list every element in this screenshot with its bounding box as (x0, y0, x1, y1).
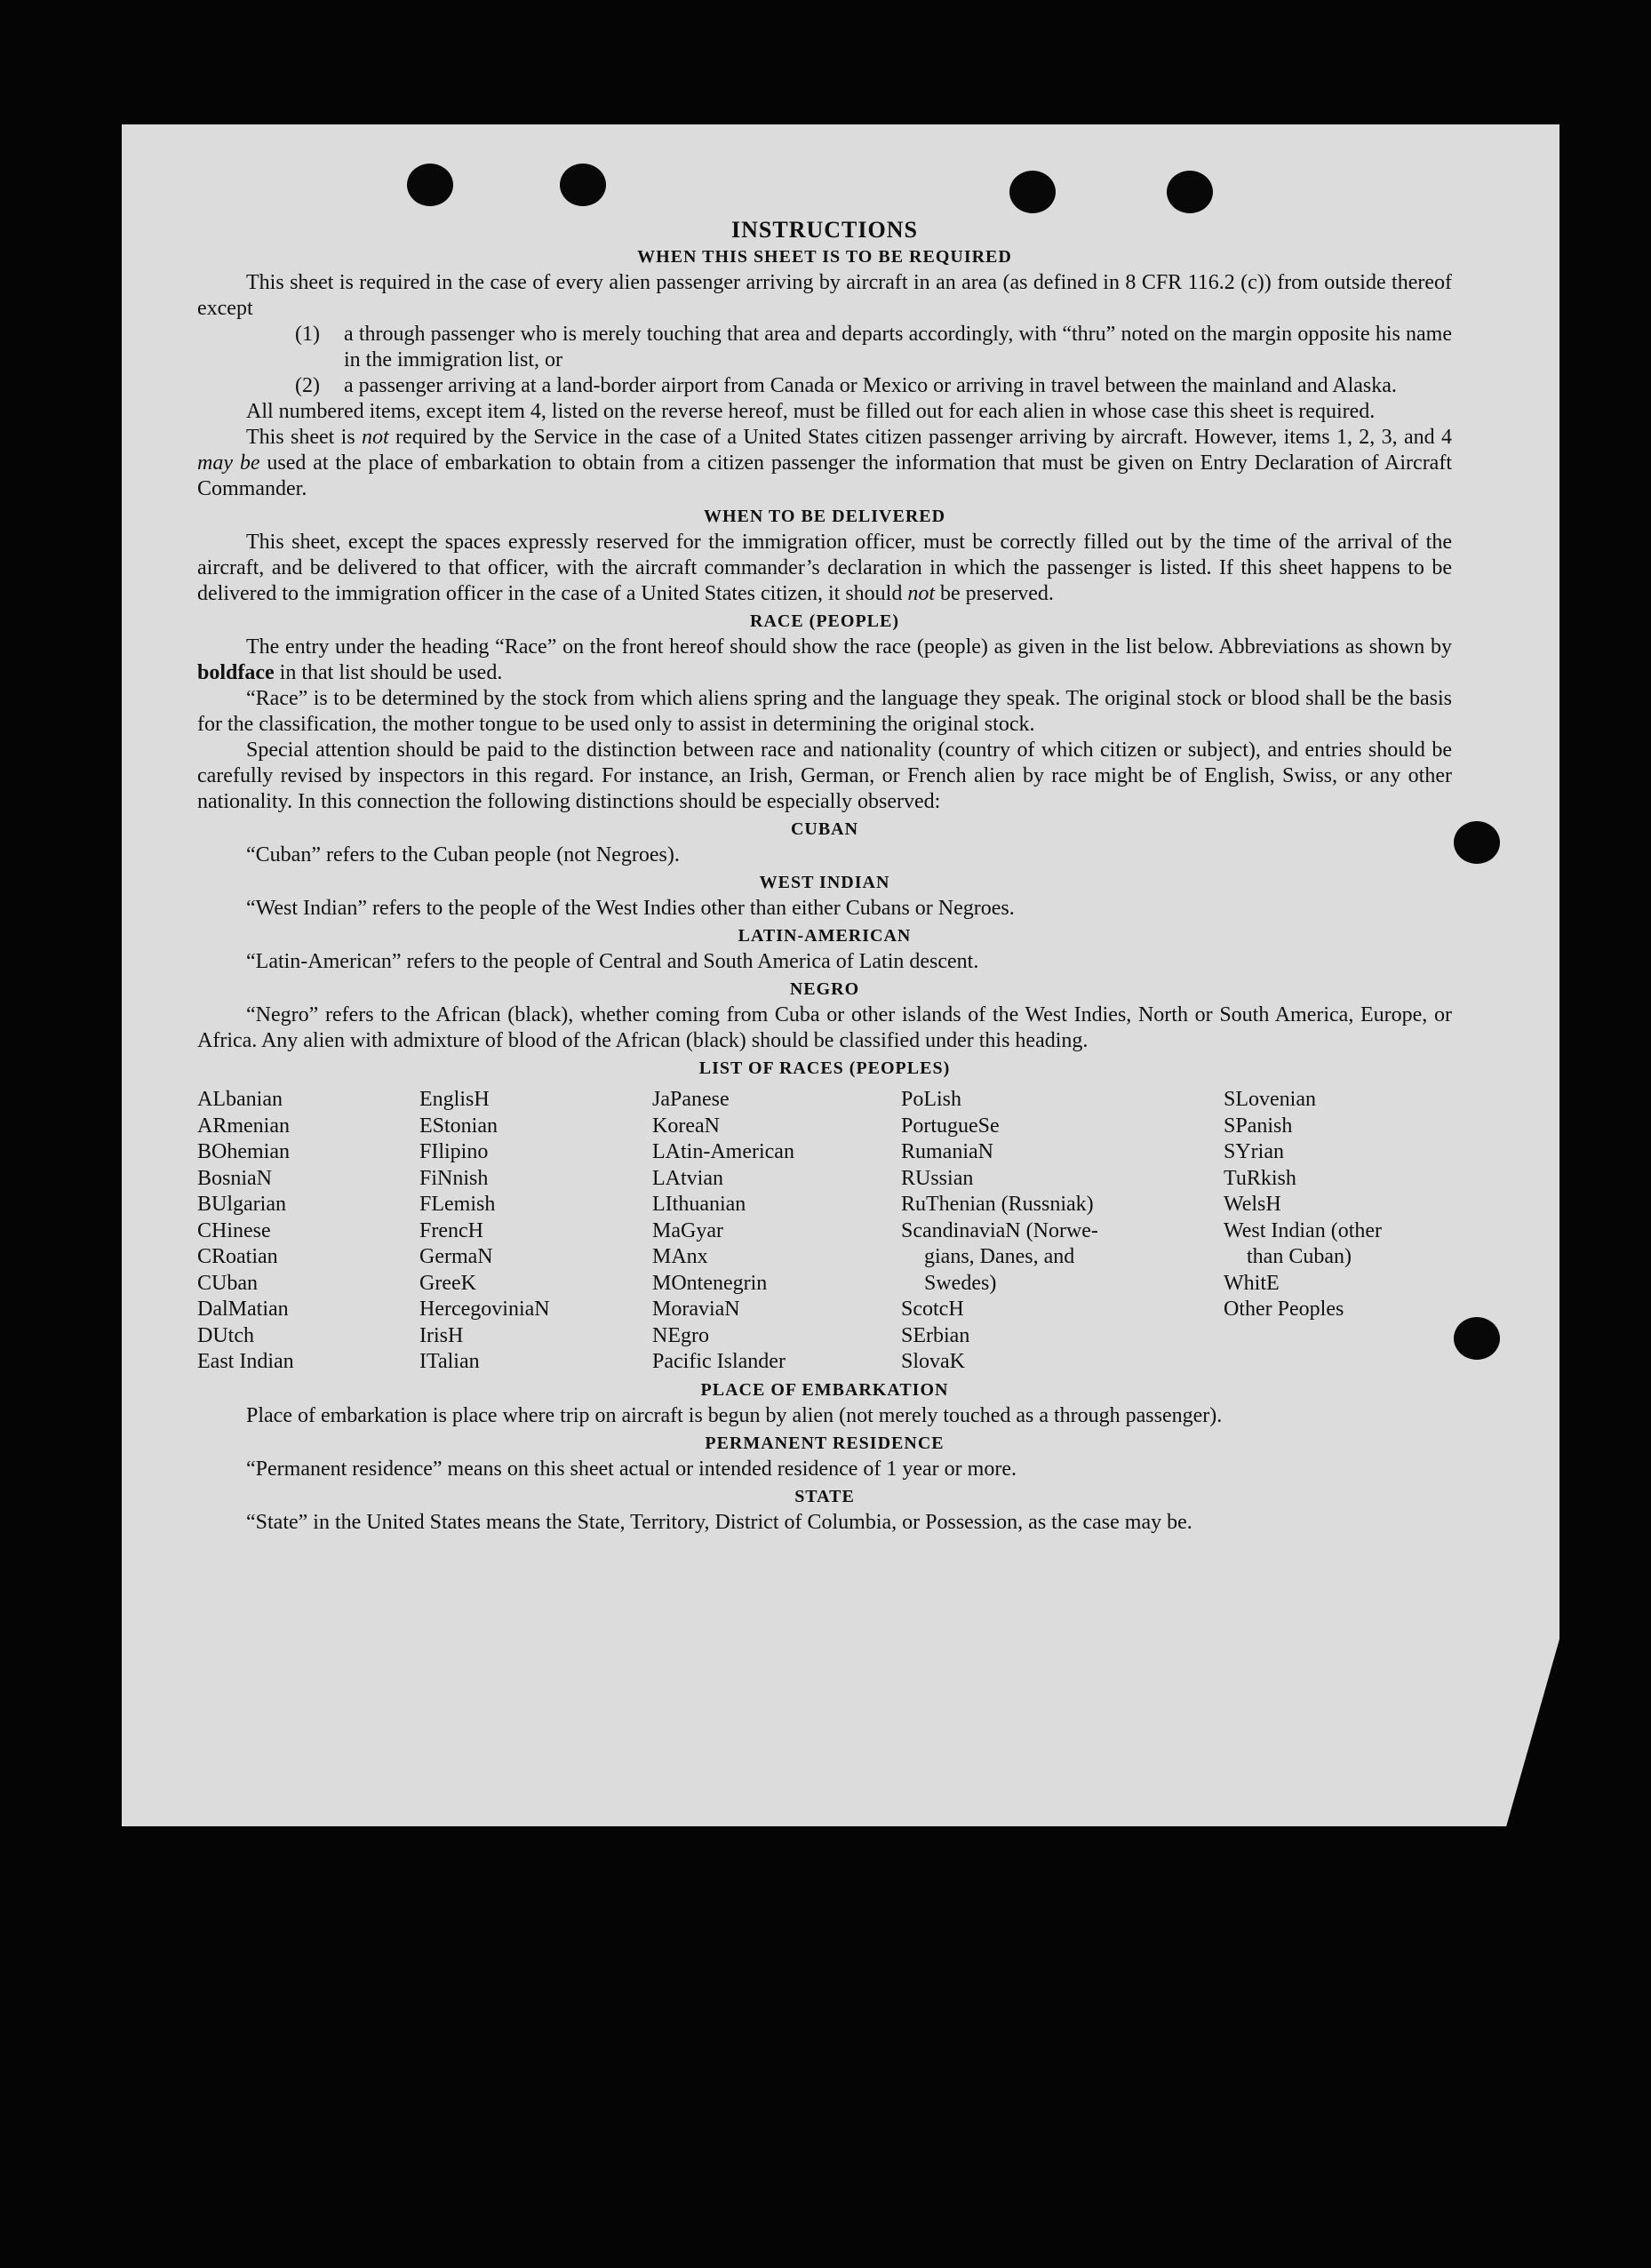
text-run: be preserved. (935, 582, 1054, 605)
race-item: West Indian (other (1224, 1218, 1383, 1242)
race-item: IrisH (419, 1323, 464, 1347)
section-heading: WHEN TO BE DELIVERED (703, 507, 946, 526)
race-item: BUlgarian (197, 1193, 286, 1216)
paragraph: Special attention should be paid to the distinction between race and nationality (country of which citizen or subject), and entries should be carefully revised by inspectors in this regard. For instance, an Irish, German, or French alien by race might be of English, Swiss, or any other nationality. In this connection the following distinctions should be especially observed: (197, 739, 1452, 813)
paragraph (197, 635, 1452, 686)
races-column (901, 1087, 1224, 1376)
race-item: TuRkish (1224, 1166, 1296, 1190)
paragraph: “Latin-American” refers to the people of Central and South America of Latin descent. (246, 950, 979, 973)
race-item: RuThenian (Russniak) (901, 1193, 1094, 1216)
page-title: INSTRUCTIONS (731, 217, 918, 243)
list-text: a passenger arriving at a land-border airport from Canada or Mexico or arriving in travel between the mainland and Alaska. (344, 374, 1397, 397)
section-heading: PERMANENT RESIDENCE (705, 1433, 945, 1453)
italic-run: not (907, 582, 935, 605)
text-run: in that list should be used. (274, 661, 503, 684)
instructions-content (197, 212, 1452, 1536)
section-heading: WHEN THIS SHEET IS TO BE REQUIRED (637, 247, 1012, 267)
races-column (419, 1087, 652, 1376)
text-run: used at the place of embarkation to obtain from a citizen passenger the information that must be given on Entry Declaration of Aircraft Commander. (197, 451, 1452, 500)
race-item: ScandinaviaN (Norwe- (901, 1218, 1098, 1242)
paragraph: “Negro” refers to the African (black), whether coming from Cuba or other islands of the West Indies, North or South America, Europe, or Africa. Any alien with admixture of blood of the African (black) should be classified under this heading. (197, 1003, 1452, 1052)
race-item: than Cuban) (1247, 1245, 1352, 1268)
race-item: CUban (197, 1271, 258, 1295)
race-item: GreeK (419, 1271, 476, 1295)
race-item: gians, Danes, and (924, 1245, 1075, 1268)
race-item: SYrian (1224, 1140, 1284, 1163)
race-item: EStonian (419, 1114, 498, 1138)
list-item (197, 322, 1452, 373)
section-heading: WEST INDIAN (759, 873, 890, 892)
text-run: required by the Service in the case of a United States citizen passenger arriving by aircraft. However, items 1, 2, 3, and 4 (388, 426, 1452, 449)
text-run: This sheet, except the spaces expressly reserved for the immigration officer, must be correctly filled out by the time of the arrival of the aircraft, and be delivered to that officer, with the aircraft commander’s declaration in which the passenger is listed. If this sheet happens to be delivered to the immigration officer in the case of a United States citizen, it should (197, 531, 1452, 605)
race-item: BosniaN (197, 1166, 272, 1190)
race-item: SLovenian (1224, 1088, 1316, 1111)
list-number: (2) (295, 374, 320, 397)
race-item: GermaN (419, 1245, 493, 1268)
text-run: This sheet is (246, 426, 363, 449)
race-item: HercegoviniaN (419, 1298, 550, 1321)
paragraph: “Cuban” refers to the Cuban people (not Negroes). (246, 843, 680, 866)
race-item: FIlipino (419, 1140, 489, 1163)
list-number: (1) (295, 323, 320, 346)
paragraph: This sheet is required in the case of every alien passenger arriving by aircraft in an area (as defined in 8 CFR 116.2 (c)) from outside thereof except (197, 271, 1452, 320)
race-item: SlovaK (901, 1350, 965, 1373)
section-heading: LIST OF RACES (PEOPLES) (698, 1058, 951, 1078)
race-item: SPanish (1224, 1114, 1293, 1138)
race-item: WelsH (1224, 1193, 1281, 1216)
races-column (197, 1087, 419, 1376)
section-heading: NEGRO (789, 979, 860, 999)
race-item: MoraviaN (652, 1298, 740, 1321)
punch-hole (1009, 171, 1056, 213)
race-item: MAnx (652, 1245, 708, 1268)
italic-run: may be (197, 451, 260, 475)
race-item: JaPanese (652, 1088, 730, 1111)
race-item: KoreaN (652, 1114, 720, 1138)
punch-hole (560, 164, 606, 206)
paragraph: “State” in the United States means the State, Territory, District of Columbia, or Possession, as the case may be. (246, 1510, 1192, 1534)
section-heading: RACE (PEOPLE) (750, 611, 899, 631)
race-item: LIthuanian (652, 1193, 746, 1216)
punch-hole (407, 164, 453, 206)
race-item: ScotcH (901, 1298, 964, 1321)
punch-hole (1454, 1317, 1500, 1360)
race-item: Swedes) (924, 1271, 997, 1295)
list-text: a through passenger who is merely touching that area and departs accordingly, with “thru” noted on the margin opposite his name in the immigration list, or (344, 323, 1452, 371)
races-column (652, 1087, 901, 1376)
paragraph (197, 425, 1452, 502)
paragraph: All numbered items, except item 4, listed on the reverse hereof, must be filled out for each alien in whose case this sheet is required. (246, 400, 1376, 423)
races-list (197, 1087, 1452, 1376)
race-item: FLemish (419, 1193, 496, 1216)
race-item: BOhemian (197, 1140, 290, 1163)
paragraph: “Permanent residence” means on this sheet actual or intended residence of 1 year or more. (246, 1457, 1017, 1481)
races-column (1224, 1087, 1452, 1376)
italic-run: not (362, 426, 389, 449)
race-item: Pacific Islander (652, 1350, 786, 1373)
race-item: DUtch (197, 1323, 254, 1347)
race-item: FiNnish (419, 1166, 489, 1190)
race-item: CHinese (197, 1218, 271, 1242)
race-item: MOntenegrin (652, 1271, 768, 1295)
race-item: FrencH (419, 1218, 483, 1242)
race-item: NEgro (652, 1323, 709, 1347)
punch-hole (1454, 821, 1500, 864)
race-item: LAtin-American (652, 1140, 794, 1163)
race-item: SErbian (901, 1323, 970, 1347)
paragraph: “Race” is to be determined by the stock from which aliens spring and the language they speak. The original stock or blood shall be the basis for the classification, the mother tongue to be used only to assist in determining the original stock. (197, 687, 1452, 736)
race-item: MaGyar (652, 1218, 723, 1242)
section-heading: LATIN-AMERICAN (738, 926, 912, 946)
race-item: ITalian (419, 1350, 480, 1373)
text-run: The entry under the heading “Race” on the front hereof should show the race (people) as given in the list below. Abbreviations as shown by (246, 635, 1452, 659)
paragraph: “West Indian” refers to the people of the West Indies other than either Cubans or Negroes. (246, 897, 1015, 920)
race-item: ARmenian (197, 1114, 290, 1138)
race-item: PortugueSe (901, 1114, 1000, 1138)
bold-run: boldface (197, 661, 275, 684)
list-item (197, 373, 1452, 399)
paragraph: Place of embarkation is place where trip on aircraft is begun by alien (not merely touched as a through passenger). (246, 1403, 1223, 1427)
section-heading: STATE (794, 1486, 855, 1506)
punch-hole (1167, 171, 1213, 213)
race-item: DalMatian (197, 1298, 289, 1321)
section-heading: CUBAN (790, 819, 859, 839)
race-item: CRoatian (197, 1245, 278, 1268)
race-item: PoLish (901, 1088, 962, 1111)
race-item: ALbanian (197, 1088, 283, 1111)
race-item: Other Peoples (1224, 1298, 1344, 1321)
race-item: EnglisH (419, 1088, 490, 1111)
race-item: RUssian (901, 1166, 974, 1190)
race-item: WhitE (1224, 1271, 1280, 1295)
section-heading: PLACE OF EMBARKATION (700, 1379, 949, 1400)
race-item: RumaniaN (901, 1140, 993, 1163)
paragraph (197, 530, 1452, 607)
race-item: LAtvian (652, 1166, 723, 1190)
race-item: East Indian (197, 1350, 294, 1373)
